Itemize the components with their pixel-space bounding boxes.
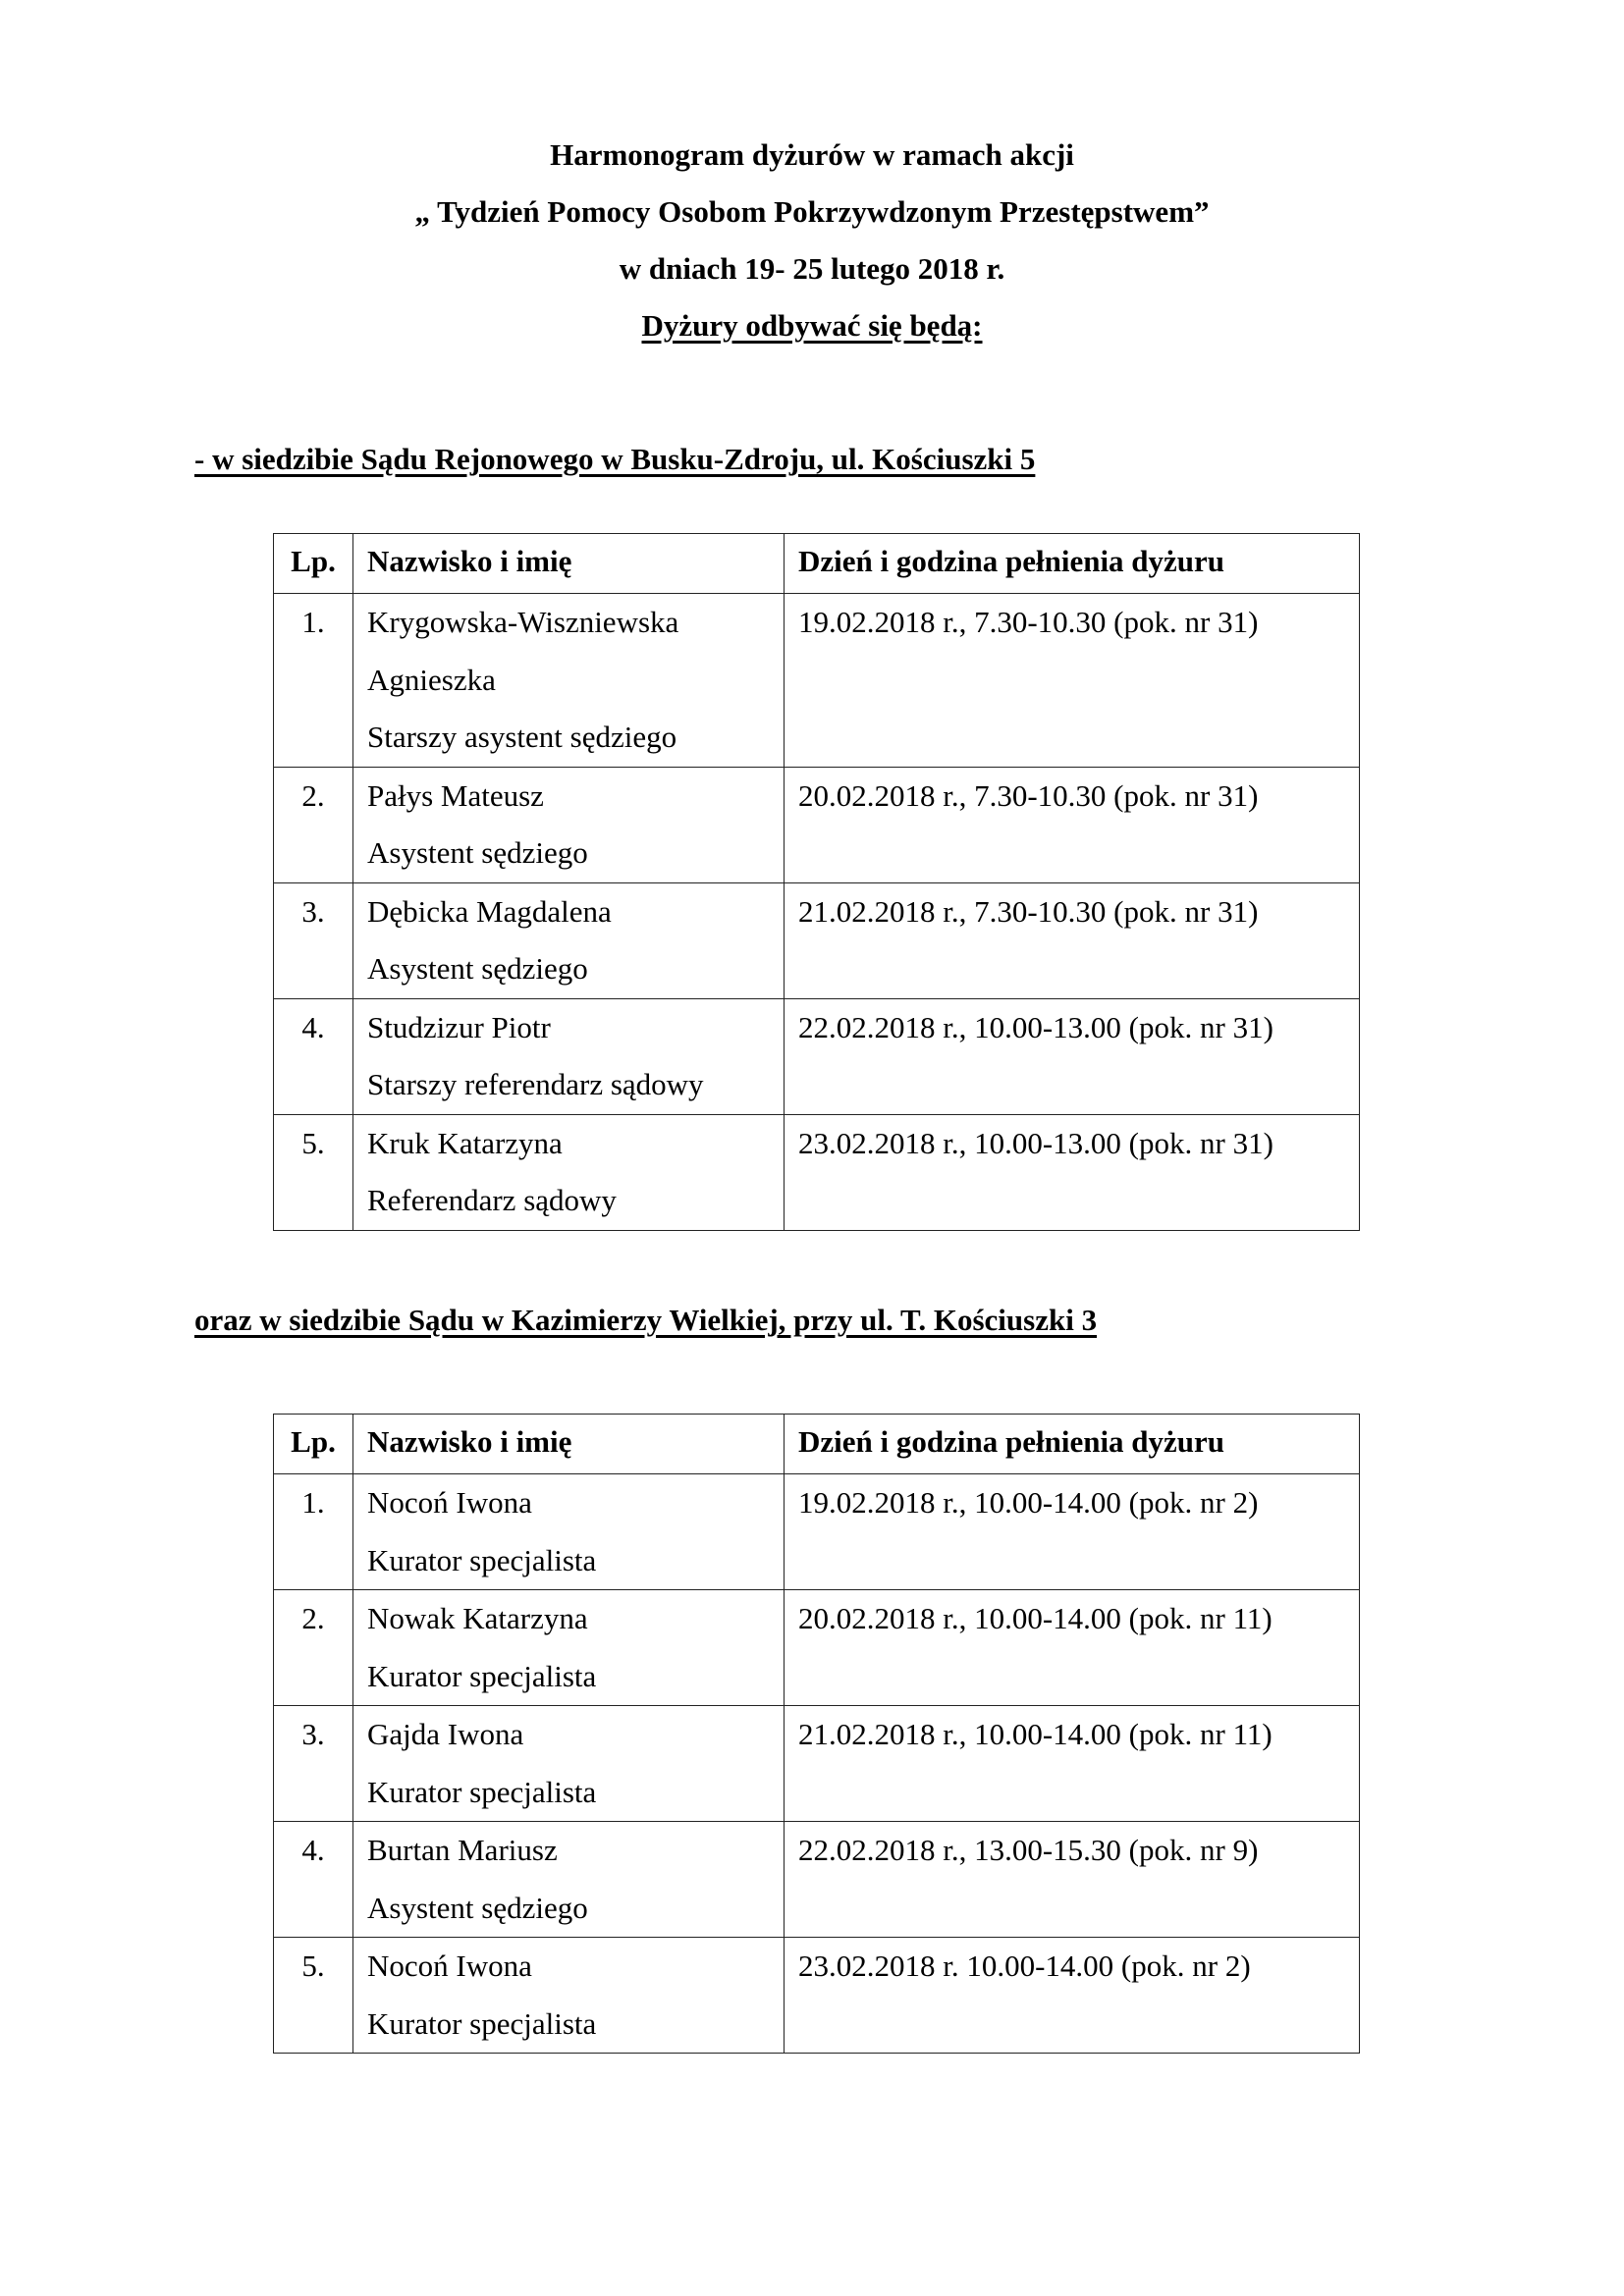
- person-cell: [353, 1938, 785, 2054]
- person-cell: [353, 767, 785, 882]
- person-position: Kurator specjalista: [367, 1774, 597, 1809]
- row-number: 2.: [274, 767, 353, 882]
- table-row: [274, 1114, 1360, 1230]
- person-name: Nowak Katarzyna: [367, 1601, 588, 1635]
- column-header: Dzień i godzina pełnienia dyżuru: [785, 1415, 1360, 1474]
- table-row: [274, 998, 1360, 1114]
- date-range: w dniach 19- 25 lutego 2018 r.: [619, 251, 1005, 286]
- duty-time: 23.02.2018 r., 10.00-13.00 (pok. nr 31): [785, 1114, 1360, 1230]
- table-row: [274, 1474, 1360, 1590]
- table-row: [274, 767, 1360, 882]
- row-number: 1.: [274, 1474, 353, 1590]
- person-cell: [353, 1706, 785, 1822]
- schedule-table-busko: [273, 533, 1360, 1231]
- duty-time: 22.02.2018 r., 10.00-13.00 (pok. nr 31): [785, 998, 1360, 1114]
- row-number: 5.: [274, 1938, 353, 2054]
- person-position: Starszy asystent sędziego: [367, 720, 677, 754]
- person-name: Agnieszka: [367, 662, 496, 697]
- table-row: [274, 1938, 1360, 2054]
- person-position: Kurator specjalista: [367, 1658, 597, 1693]
- intro-wrapper: [0, 306, 1624, 346]
- person-cell: [353, 1822, 785, 1938]
- duty-time: 19.02.2018 r., 7.30-10.30 (pok. nr 31): [785, 594, 1360, 768]
- row-number: 1.: [274, 594, 353, 768]
- duty-time: 21.02.2018 r., 7.30-10.30 (pok. nr 31): [785, 882, 1360, 998]
- person-name: Pałys Mateusz: [367, 777, 544, 813]
- person-name: Nocoń Iwona: [367, 1485, 532, 1520]
- person-position: Asystent sędziego: [367, 951, 588, 986]
- person-cell: [353, 998, 785, 1114]
- person-name: Burtan Mariusz: [367, 1833, 558, 1867]
- table-row: [274, 1590, 1360, 1706]
- duty-time: 22.02.2018 r., 13.00-15.30 (pok. nr 9): [785, 1822, 1360, 1938]
- person-name: Studzizur Piotr: [367, 1009, 551, 1044]
- table-row: [274, 1822, 1360, 1938]
- person-name: Krygowska-Wiszniewska: [367, 605, 679, 639]
- person-cell: [353, 1474, 785, 1590]
- section-heading-busko: - w siedzibie Sądu Rejonowego w Busku-Zdroju, ul. Kościuszki 5: [194, 442, 1036, 476]
- person-cell: [353, 1590, 785, 1706]
- column-header: Dzień i godzina pełnienia dyżuru: [785, 534, 1360, 594]
- campaign-name: „ Tydzień Pomocy Osobom Pokrzywdzonym Przestępstwem”: [414, 194, 1210, 229]
- person-name: Dębicka Magdalena: [367, 893, 612, 929]
- row-number: 3.: [274, 1706, 353, 1822]
- person-name: Kruk Katarzyna: [367, 1125, 563, 1160]
- schedule-table-kazimierza: [273, 1414, 1360, 2054]
- table-row: [274, 882, 1360, 998]
- section-heading-kazimierza: oraz w siedzibie Sądu w Kazimierzy Wielkiej, przy ul. T. Kościuszki 3: [194, 1303, 1098, 1337]
- duty-time: 23.02.2018 r. 10.00-14.00 (pok. nr 2): [785, 1938, 1360, 2054]
- person-cell: [353, 882, 785, 998]
- person-name: Gajda Iwona: [367, 1717, 524, 1751]
- person-name: Nocoń Iwona: [367, 1949, 532, 1983]
- table-row: [274, 1706, 1360, 1822]
- intro-text: Dyżury odbywać się będą:: [641, 308, 983, 343]
- person-position: Starszy referendarz sądowy: [367, 1067, 704, 1101]
- duty-time: 20.02.2018 r., 7.30-10.30 (pok. nr 31): [785, 767, 1360, 882]
- column-header: Lp.: [274, 1415, 353, 1474]
- table-row: [274, 594, 1360, 768]
- person-position: Referendarz sądowy: [367, 1183, 617, 1217]
- duty-time: 20.02.2018 r., 10.00-14.00 (pok. nr 11): [785, 1590, 1360, 1706]
- row-number: 2.: [274, 1590, 353, 1706]
- column-header: Lp.: [274, 534, 353, 594]
- person-position: Asystent sędziego: [367, 835, 588, 870]
- person-position: Asystent sędziego: [367, 1890, 588, 1925]
- table-header-row: [274, 534, 1360, 594]
- person-position: Kurator specjalista: [367, 1542, 597, 1577]
- document-title: Harmonogram dyżurów w ramach akcji: [550, 137, 1074, 172]
- row-number: 3.: [274, 882, 353, 998]
- column-header: Nazwisko i imię: [353, 1415, 785, 1474]
- duty-time: 19.02.2018 r., 10.00-14.00 (pok. nr 2): [785, 1474, 1360, 1590]
- row-number: 4.: [274, 998, 353, 1114]
- row-number: 4.: [274, 1822, 353, 1938]
- person-cell: [353, 594, 785, 768]
- duty-time: 21.02.2018 r., 10.00-14.00 (pok. nr 11): [785, 1706, 1360, 1822]
- person-cell: [353, 1114, 785, 1230]
- column-header: Nazwisko i imię: [353, 534, 785, 594]
- row-number: 5.: [274, 1114, 353, 1230]
- table-header-row: [274, 1415, 1360, 1474]
- person-position: Kurator specjalista: [367, 2005, 597, 2041]
